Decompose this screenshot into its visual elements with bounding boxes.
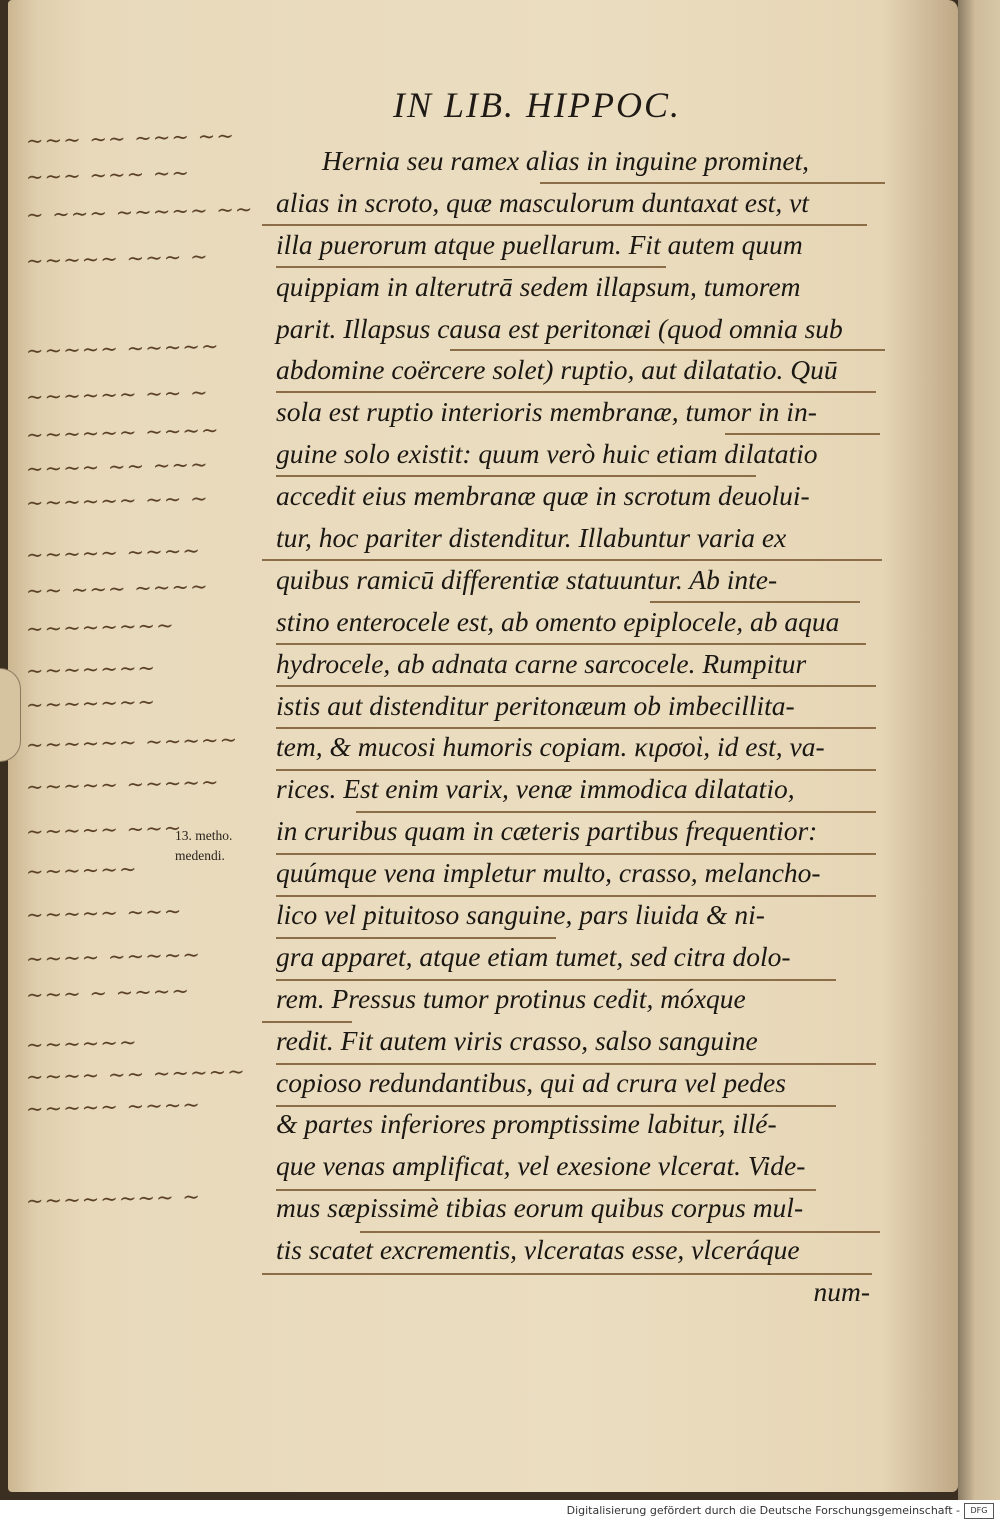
page-tab-marker bbox=[0, 668, 21, 762]
footer-credit: Digitalisierung gefördert durch die Deutsche Forschungsgemeinschaft - bbox=[566, 1504, 960, 1517]
dfg-logo: DFG bbox=[964, 1503, 994, 1519]
marginal-handwriting: ~~~~~~ ~~ ~ bbox=[25, 380, 209, 410]
text-line: illa puerorum atque puellarum. Fit autem quum bbox=[276, 228, 803, 260]
marginal-handwriting: ~~~ ~ ~~~~ bbox=[25, 978, 191, 1008]
ink-underline bbox=[276, 266, 666, 268]
marginal-handwriting: ~~~~~ ~~~~~ bbox=[25, 334, 220, 364]
text-line: que venas amplificat, vel exesione vlcerat. Vide- bbox=[276, 1150, 806, 1182]
marginal-handwriting: ~~~ ~~~ ~~ bbox=[25, 160, 191, 190]
marginal-handwriting: ~~~~ ~~~~~ bbox=[25, 942, 202, 972]
text-line: tem, & mucosi humoris copiam. κιρσοὶ, id est, va- bbox=[276, 731, 825, 763]
ink-underline bbox=[276, 1063, 876, 1065]
text-line: & partes inferiores promptissime labitur, illé- bbox=[276, 1108, 777, 1140]
ink-underline bbox=[276, 475, 756, 477]
adjacent-page-edge bbox=[958, 0, 1000, 1500]
text-line: alias in scroto, quæ masculorum duntaxat est, vt bbox=[276, 186, 809, 218]
ink-underline bbox=[262, 559, 882, 561]
ink-underline bbox=[450, 349, 885, 351]
text-line: rices. Est enim varix, venæ immodica dilatatio, bbox=[276, 773, 795, 805]
side-note-line: medendi. bbox=[175, 848, 225, 863]
marginal-handwriting: ~~~~~ ~~~ ~ bbox=[25, 244, 209, 274]
marginal-handwriting: ~~~~~~ bbox=[25, 1030, 138, 1058]
text-line: tur, hoc pariter distenditur. Illabuntur varia ex bbox=[276, 522, 787, 554]
ink-underline bbox=[276, 391, 876, 393]
text-line: quibus ramicū differentiæ statuuntur. Ab inte- bbox=[276, 563, 778, 595]
text-line: quippiam in alterutrā sedem illapsum, tumorem bbox=[276, 270, 801, 302]
ink-underline bbox=[262, 1273, 872, 1275]
marginal-handwriting: ~~~~~~ ~~~~ bbox=[25, 418, 220, 448]
marginal-handwriting: ~~~ ~~ ~~~ ~~ bbox=[25, 123, 236, 154]
text-line: redit. Fit autem viris crasso, salso sanguine bbox=[276, 1024, 758, 1056]
text-line: lico vel pituitoso sanguine, pars liuida & ni- bbox=[276, 899, 765, 931]
ink-underline bbox=[276, 643, 866, 645]
text-line: stino enterocele est, ab omento epiplocele, ab aqua bbox=[276, 605, 840, 637]
ink-underline bbox=[262, 1021, 352, 1023]
marginal-handwriting: ~~~~~~~~ bbox=[25, 613, 175, 642]
marginal-handwriting: ~~~~ ~~ ~~~ bbox=[25, 452, 209, 482]
marginal-handwriting: ~~~~~ ~~~ bbox=[25, 899, 183, 928]
ink-underline bbox=[276, 1189, 816, 1191]
text-line: tis scatet excrementis, vlceratas esse, vlceráque bbox=[276, 1234, 800, 1266]
marginal-handwriting: ~~~~~~ bbox=[25, 856, 138, 884]
ink-underline bbox=[360, 1231, 880, 1233]
text-line: quúmque vena impletur multo, crasso, melancho- bbox=[276, 857, 821, 889]
side-note-line: 13. metho. bbox=[175, 828, 233, 843]
ink-underline bbox=[262, 224, 867, 226]
marginal-handwriting: ~~~~~~ ~~~~~ bbox=[25, 727, 239, 758]
text-line: in cruribus quam in cæteris partibus frequentior: bbox=[276, 815, 818, 847]
marginal-handwriting: ~~~~~ ~~~~ bbox=[25, 538, 202, 568]
text-line: hydrocele, ab adnata carne sarcocele. Rumpitur bbox=[276, 647, 807, 679]
ink-underline bbox=[725, 433, 880, 435]
marginal-handwriting: ~~ ~~~ ~~~~ bbox=[25, 574, 209, 604]
text-line: Hernia seu ramex alias in inguine prominet, bbox=[322, 145, 810, 176]
ink-underline bbox=[276, 727, 876, 729]
marginal-handwriting: ~~~~~~ ~~ ~ bbox=[25, 486, 209, 516]
text-line: accedit eius membranæ quæ in scrotum deuolui- bbox=[276, 480, 810, 512]
text-line: abdomine coërcere solet) ruptio, aut dilatatio. Quū bbox=[276, 354, 838, 386]
ink-underline bbox=[276, 685, 876, 687]
marginal-handwriting: ~ ~~~ ~~~~~ ~~ bbox=[25, 197, 254, 228]
marginal-handwriting: ~~~~~ ~~~ bbox=[25, 815, 183, 844]
ink-underline bbox=[276, 979, 836, 981]
text-line: parit. Illapsus causa est peritonæi (quod omnia sub bbox=[276, 312, 843, 344]
text-line: sola est ruptio interioris membranæ, tumor in in- bbox=[276, 396, 817, 428]
ink-underline bbox=[276, 937, 556, 939]
marginal-handwriting: ~~~~~~~ bbox=[25, 689, 157, 718]
running-title: IN LIB. HIPPOC. bbox=[393, 85, 681, 125]
catchword: num- bbox=[813, 1276, 870, 1308]
text-line: rem. Pressus tumor protinus cedit, móxque bbox=[276, 982, 746, 1014]
ink-underline bbox=[276, 853, 876, 855]
text-line: copioso redundantibus, qui ad crura vel pedes bbox=[276, 1066, 786, 1098]
text-line: gra apparet, atque etiam tumet, sed citra dolo- bbox=[276, 940, 791, 972]
footer-bar bbox=[0, 1500, 1000, 1521]
marginal-handwriting: ~~~~ ~~ ~~~~~ bbox=[25, 1059, 247, 1090]
text-line: istis aut distenditur peritonæum ob imbecillita- bbox=[276, 689, 795, 721]
printed-side-note bbox=[175, 826, 265, 866]
ink-underline bbox=[276, 769, 876, 771]
ink-underline bbox=[356, 811, 876, 813]
ink-underline bbox=[540, 182, 885, 184]
marginal-handwriting: ~~~~~ ~~~~~ bbox=[25, 770, 220, 800]
marginal-handwriting: ~~~~~~~ bbox=[25, 655, 157, 684]
ink-underline bbox=[276, 1105, 836, 1107]
ink-underline bbox=[650, 601, 860, 603]
marginal-handwriting: ~~~~~ ~~~~ bbox=[25, 1092, 202, 1122]
ink-underline bbox=[276, 895, 876, 897]
marginal-handwriting: ~~~~~~~~ ~ bbox=[25, 1184, 202, 1214]
text-line: mus sæpissimè tibias eorum quibus corpus mul- bbox=[276, 1192, 804, 1224]
text-line: guine solo existit: quum verò huic etiam dilatatio bbox=[276, 438, 818, 470]
